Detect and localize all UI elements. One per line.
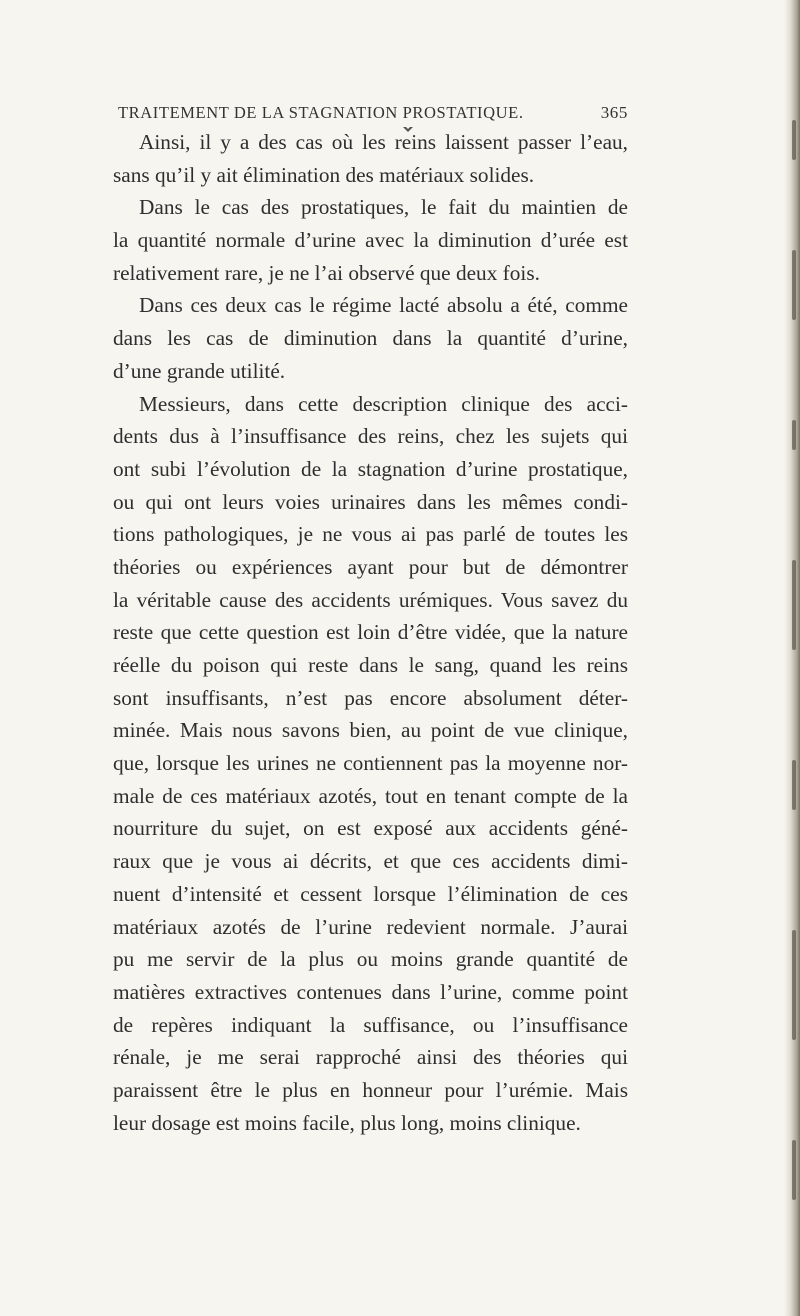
text-line: d’une grande utilité. xyxy=(113,358,286,383)
text-line: Dans ces deux cas le régime lacté absolu a été, comme xyxy=(139,293,628,318)
text-line: sans qu’il y ait élimination des matériaux solides. xyxy=(113,162,535,187)
running-head-title: TRAITEMENT DE LA STAGNATION PROSTATIQUE. xyxy=(118,103,524,122)
text-line: théories ou expériences ayant pour but de démontrer xyxy=(113,554,628,579)
text-line: de repères indiquant la suffisance, ou l’insuffisance xyxy=(113,1012,628,1037)
text-line: tions pathologiques, je ne vous ai pas parlé de toutes les xyxy=(113,522,628,547)
body-text xyxy=(113,126,628,1139)
text-line: réelle du poison qui reste dans le sang, quand les reins xyxy=(113,653,628,677)
text-line: relativement rare, je ne l’ai observé que deux fois. xyxy=(113,260,540,285)
text-line: dents dus à l’insuffisance des reins, chez les sujets qui xyxy=(113,424,628,449)
text-line: Dans le cas des prostatiques, le fait du maintien de xyxy=(139,195,628,220)
binding-edge xyxy=(784,0,800,1316)
text-line: que, lorsque les urines ne contiennent pas la moyenne nor- xyxy=(113,751,628,776)
text-line: sont insuffisants, n’est pas encore absolument déter- xyxy=(113,685,628,710)
text-line: paraissent être le plus en honneur pour l’urémie. Mais xyxy=(113,1077,628,1102)
text-line: raux que je vous ai décrits, et que ces accidents dimi- xyxy=(113,849,628,874)
text-line: minée. Mais nous savons bien, au point de vue clinique, xyxy=(113,718,628,743)
text-line: Ainsi, il y a des cas où les reins laissent passer l’eau, xyxy=(139,130,628,154)
text-line: rénale, je me serai rapproché ainsi des théories qui xyxy=(113,1045,628,1070)
text-line: nuent d’intensité et cessent lorsque l’élimination de ces xyxy=(113,881,628,906)
text-line: dans les cas de diminution dans la quantité d’urine, xyxy=(113,326,628,351)
text-line: la véritable cause des accidents urémiques. Vous savez du xyxy=(113,587,628,612)
text-line: nourriture du sujet, on est exposé aux accidents géné- xyxy=(113,816,628,841)
text-line: pu me servir de la plus ou moins grande quantité de xyxy=(113,947,628,972)
text-line: reste que cette question est loin d’être vidée, que la nature xyxy=(113,620,628,645)
text-line: la quantité normale d’urine avec la diminution d’urée est xyxy=(113,228,628,253)
text-line: matières extractives contenues dans l’urine, comme point xyxy=(113,979,628,1004)
text-line: ont subi l’évolution de la stagnation d’urine prostatique, xyxy=(113,456,628,481)
text-line: matériaux azotés de l’urine redevient normale. J’aurai xyxy=(113,914,628,939)
page-number: 365 xyxy=(600,103,628,122)
text-line: Messieurs, dans cette description clinique des acci- xyxy=(139,391,628,416)
text-line: leur dosage est moins facile, plus long, moins clinique. xyxy=(113,1110,581,1135)
text-line: ou qui ont leurs voies urinaires dans les mêmes condi- xyxy=(113,489,628,514)
text-line: male de ces matériaux azotés, tout en tenant compte de la xyxy=(113,783,628,808)
